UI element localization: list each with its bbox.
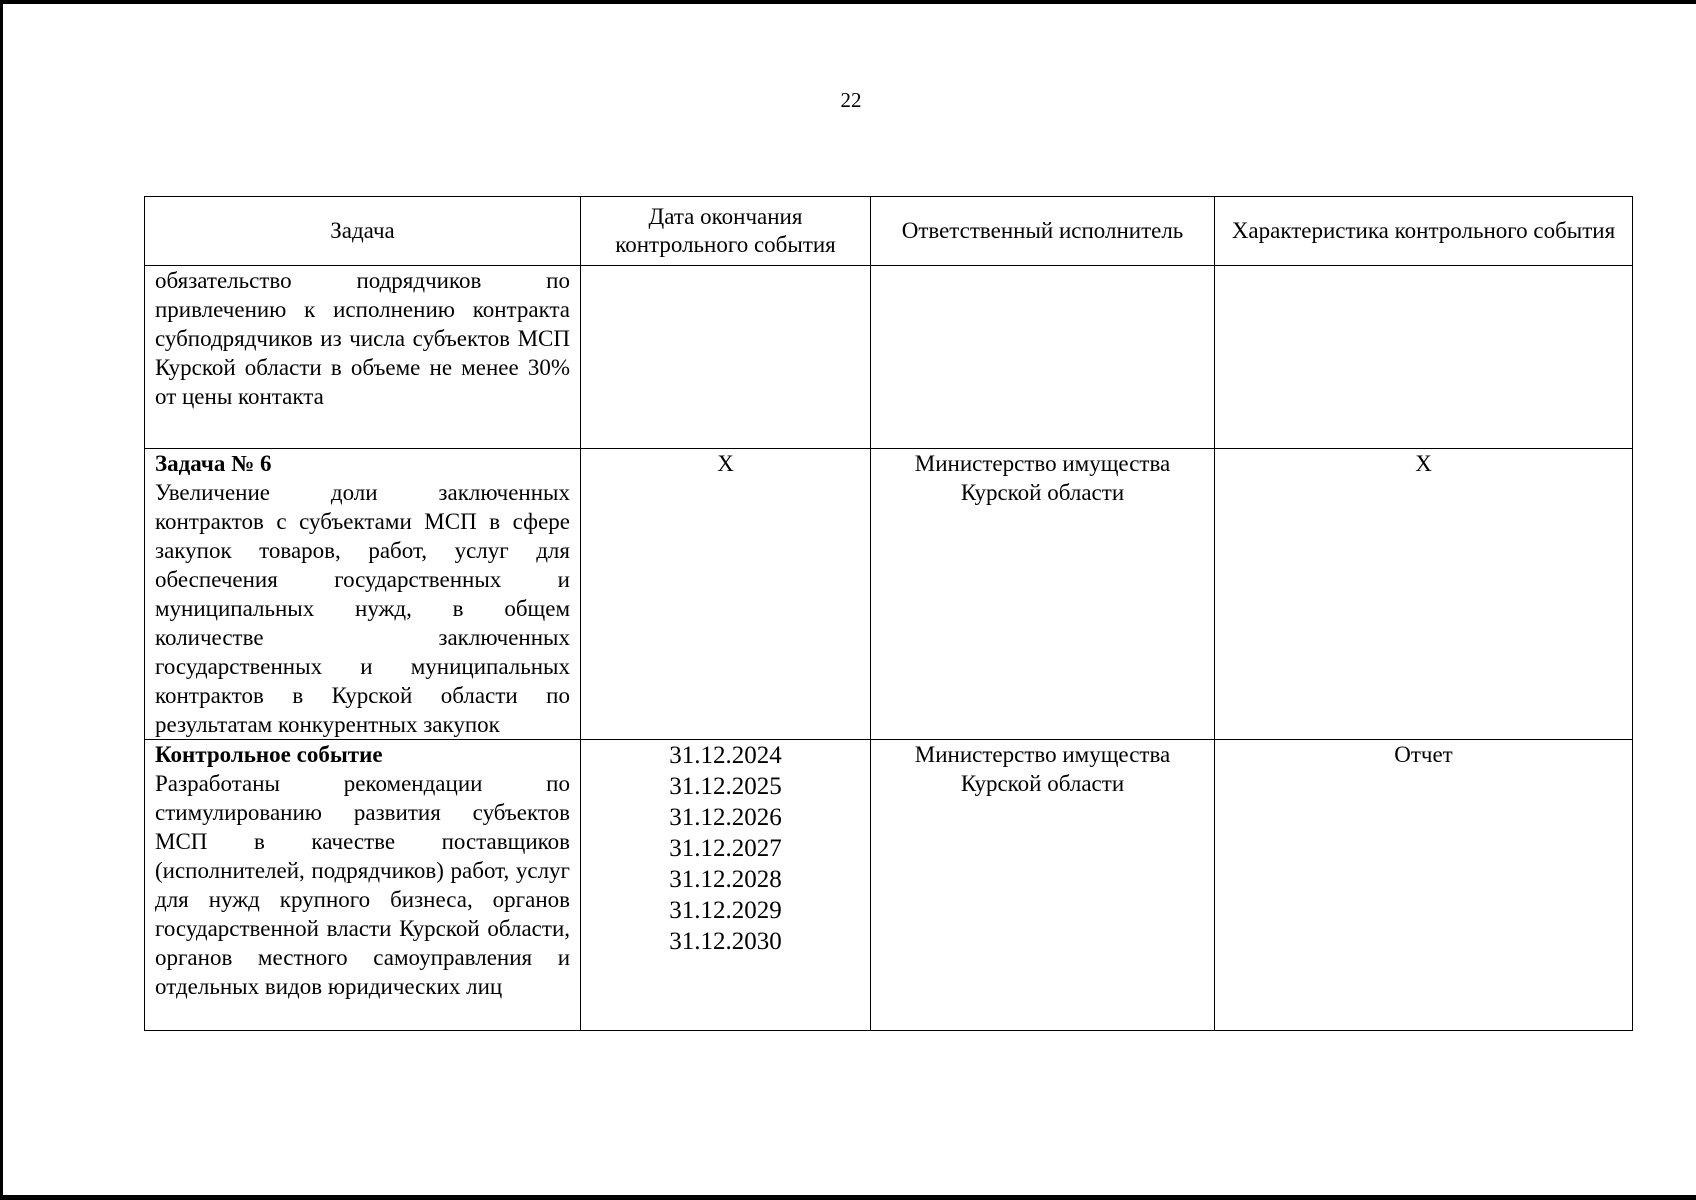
table-row: [145, 266, 1633, 449]
task-cell: [145, 740, 581, 1031]
characteristic-cell: Отчет: [1215, 740, 1633, 1031]
date-value: 31.12.2030: [669, 928, 782, 955]
date-value: 31.12.2024: [669, 742, 782, 769]
characteristic-cell: X: [1215, 449, 1633, 740]
task-title: Задача № 6: [155, 451, 272, 476]
control-events-table: [144, 196, 1633, 1031]
table-row: [145, 449, 1633, 740]
date-cell: [581, 266, 871, 449]
task-text: Разработаны рекомендации по стимулированию развития субъектов МСП в качестве поставщиков (исполнителей, подрядчиков) работ, услуг для нужд крупного бизнеса, органов государственной власти Курской области, органов местного самоуправления и отдельных видов юридических лиц: [155, 771, 570, 999]
task-title: Контрольное событие: [155, 742, 383, 767]
date-cell: [581, 740, 871, 1031]
task-cell: [145, 266, 581, 449]
executor-cell: Министерство имущества Курской области: [871, 449, 1215, 740]
date-value: 31.12.2025: [669, 773, 782, 800]
header-characteristic: Характеристика контрольного события: [1215, 197, 1633, 266]
date-value: X: [717, 451, 734, 476]
task-text: обязательство подрядчиков по привлечению к исполнению контракта субподрядчиков из числа субъектов МСП Курской области в объеме не менее 30% от цены контакта: [155, 268, 570, 409]
executor-cell: [871, 266, 1215, 449]
table-header-row: [145, 197, 1633, 266]
date-value: 31.12.2028: [669, 866, 782, 893]
header-end-date: Дата окончания контрольного события: [581, 197, 871, 266]
page-number: 22: [840, 88, 862, 112]
date-value: 31.12.2029: [669, 897, 782, 924]
header-task: Задача: [145, 197, 581, 266]
date-cell: [581, 449, 871, 740]
executor-cell: Министерство имущества Курской области: [871, 740, 1215, 1031]
table-row: [145, 740, 1633, 1031]
task-cell: [145, 449, 581, 740]
task-text: Увеличение доли заключенных контрактов с субъектами МСП в сфере закупок товаров, работ, услуг для обеспечения государственных и муниципальных нужд, в общем количестве заключенных государственных и муниципальных контрактов в Курской области по результатам конкурентных закупок: [155, 480, 570, 737]
date-value: 31.12.2026: [669, 804, 782, 831]
characteristic-cell: [1215, 266, 1633, 449]
date-value: 31.12.2027: [669, 835, 782, 862]
header-executor: Ответственный исполнитель: [871, 197, 1215, 266]
